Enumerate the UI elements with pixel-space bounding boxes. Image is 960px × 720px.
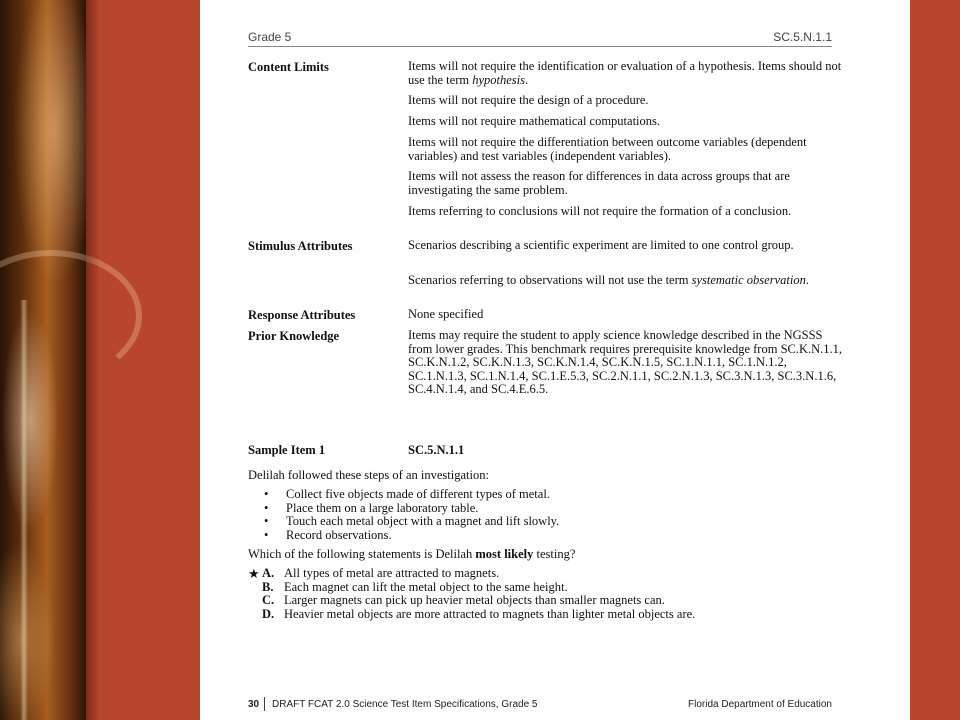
- answer-option-d: D. Heavier metal objects are more attracted to magnets than lighter metal objects are.: [262, 606, 696, 621]
- content-limit-paragraph: Items will not require the design of a procedure.: [408, 93, 649, 107]
- footer-publisher: Florida Department of Education: [688, 699, 832, 710]
- content-limit-paragraph: Items referring to conclusions will not require the formation of a conclusion.: [408, 204, 792, 218]
- answer-option-c: C. Larger magnets can pick up heavier metal objects than smaller magnets can.: [262, 593, 665, 608]
- investigation-steps: [264, 488, 824, 542]
- sample-item-label: Sample Item 1: [248, 443, 326, 457]
- prior-knowledge-paragraph: Items may require the student to apply science knowledge described in the NGSSS from lower grades. This benchmark requires prerequisite knowledge from SC.K.N.1.1, SC.K.N.1.2, SC.K.N.1.3, SC.K.N.1.4, SC.K.N.1.5, SC.1.N.1.1, SC.1.N.1.2, SC.1.N.1.3, SC.1.N.1.4, SC.1.E.5.3, SC.2.N.1.1, SC.2.N.1.3, SC.3.N.1.3, SC.3.N.1.6, SC.4.N.1.4, and SC.4.E.6.5.: [408, 328, 843, 396]
- sample-item-question: Which of the following statements is Delilah most likely testing?: [248, 547, 576, 561]
- stimulus-paragraph: Scenarios referring to observations will not use the term systematic observation.: [408, 273, 809, 287]
- label-stimulus-attributes: Stimulus Attributes: [248, 239, 353, 253]
- label-response-attributes: Response Attributes: [248, 308, 356, 322]
- question-emphasis: most likely: [475, 547, 534, 561]
- content-limit-paragraph: Items will not require mathematical computations.: [408, 114, 661, 128]
- content-limit-paragraph: Items will not require the identification or evaluation of a hypothesis. Items should not use the term hypothesis.: [408, 59, 842, 87]
- response-paragraph: None specified: [408, 307, 484, 321]
- list-item: • Place them on a large laboratory table.: [264, 502, 824, 516]
- footer-title: DRAFT FCAT 2.0 Science Test Item Specifications, Grade 5: [272, 699, 538, 710]
- correct-answer-star-icon: ★: [248, 566, 260, 581]
- footer-page-number: 30: [248, 699, 260, 710]
- label-content-limits: Content Limits: [248, 60, 329, 74]
- sample-item-stem: Delilah followed these steps of an investigation:: [248, 468, 489, 482]
- header-grade: Grade 5: [248, 30, 292, 44]
- term-systematic-observation: systematic observation: [691, 273, 806, 287]
- list-item: • Collect five objects made of different types of metal.: [264, 488, 824, 502]
- document-page: [200, 0, 910, 720]
- background-photo-lab-glass: [0, 0, 86, 720]
- answer-option-b: B. Each magnet can lift the metal object to the same height.: [262, 579, 568, 594]
- header-rule: [248, 46, 832, 47]
- term-hypothesis: hypothesis: [472, 72, 525, 87]
- list-item: • Record observations.: [264, 529, 824, 543]
- glass-wall-highlight: [20, 300, 28, 720]
- panel-shadow: [86, 0, 100, 720]
- sample-item-code: SC.5.N.1.1: [408, 443, 465, 457]
- content-limit-paragraph: Items will not assess the reason for differences in data across groups that are investigating the same problem.: [408, 169, 790, 197]
- footer-divider: [264, 697, 265, 711]
- answer-options: [248, 567, 868, 621]
- stimulus-paragraph: Scenarios describing a scientific experiment are limited to one control group.: [408, 238, 794, 252]
- list-item: • Touch each metal object with a magnet and lift slowly.: [264, 515, 824, 529]
- header-benchmark: SC.5.N.1.1: [773, 30, 832, 44]
- content-limit-paragraph: Items will not require the differentiation between outcome variables (dependent variables) and test variables (independent variables).: [408, 135, 807, 163]
- label-prior-knowledge: Prior Knowledge: [248, 329, 340, 343]
- answer-option-a: ★ A. All types of metal are attracted to magnets.: [248, 566, 500, 581]
